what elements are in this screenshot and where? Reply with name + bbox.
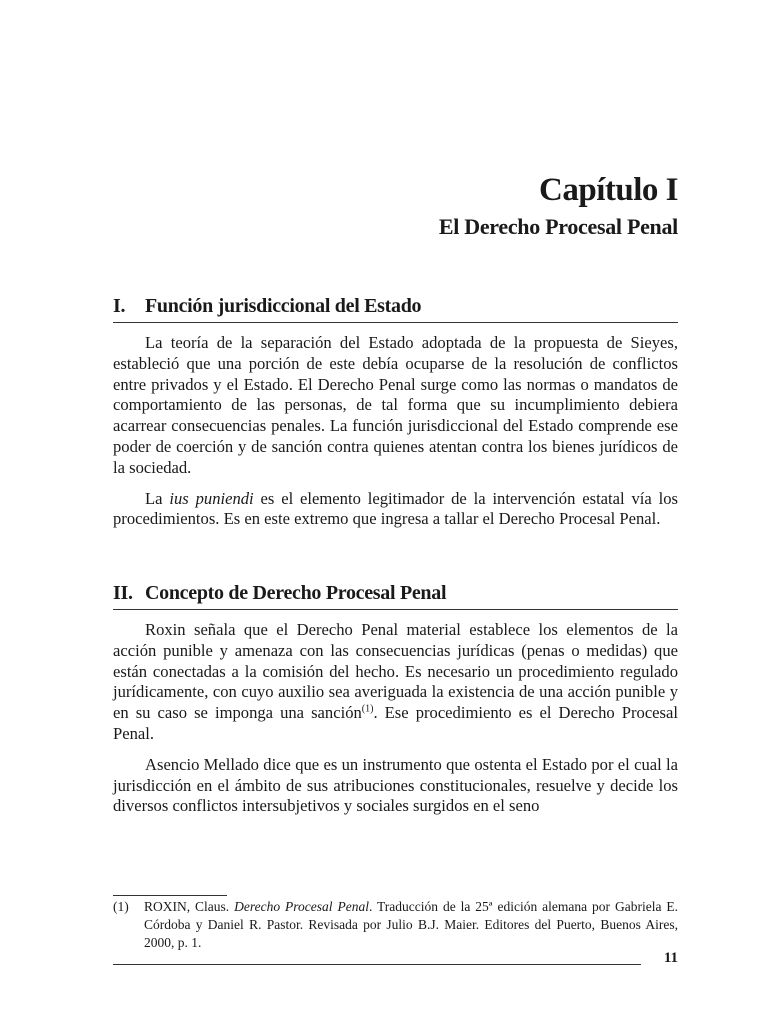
section-funcion-jurisdiccional [113,293,678,530]
footnote-author: ROXIN, Claus. [144,899,235,914]
paragraph-text: es el elemento legitimador de la intervención estatal vía los procedimientos. Es en este extremo que ingresa a tallar el Derecho Procesal Penal. [113,488,678,529]
footnote-reference[interactable]: (1) [361,703,374,715]
emphasis-text: ius puniendi [169,488,254,508]
paragraph-text: Roxin señala que el Derecho Penal material establece los elementos de la acción punible y amenaza con las consecuencias jurídicas (penas o medidas) que están conectadas a la comisión del hecho. Es necesario un procedimiento regulado jurídicamente, con cuyo auxilio sea averiguada la existencia de una acción punible y en su caso se imponga una sanción [113,620,678,723]
footnote-text [144,898,678,952]
chapter-title: Capítulo I [539,172,678,208]
page-number: 11 [663,950,678,966]
footnote-divider [113,895,227,896]
body-paragraph: La teoría de la separación del Estado adoptada de la propuesta de Sieyes, estableció que una porción de este debía ocuparse de la resolución de conflictos entre privados y el Estado. El Derecho Penal surge como las normas o mandatos de comportamiento de las personas, de tal forma que su incumplimiento debiera acarrear consecuencias penales. La función jurisdiccional del Estado comprende ese poder de coerción y de sanción contra quienes atentan contra los bienes jurídicos de la sociedad. [113,333,678,477]
chapter-subtitle: El Derecho Procesal Penal [438,214,678,239]
body-paragraph [113,620,678,745]
footnote-book-title: Derecho Procesal Penal [234,899,369,914]
section-title: Función jurisdiccional del Estado [145,295,422,317]
section-heading [113,580,678,610]
paragraph-text: La [145,488,170,508]
body-paragraph [113,489,678,531]
footer-rule [113,964,641,965]
footnote [113,898,678,952]
body-paragraph: Asencio Mellado dice que es un instrumento que ostenta el Estado por el cual la jurisdicción en el ámbito de sus atribuciones constitucionales, resuelve y decide los diversos conflictos intersubjetivos y sociales surgidos en el seno [113,754,678,816]
footnote-number: (1) [113,899,129,914]
footnote-citation: . Traducción de la 25ª edición alemana por Gabriela E. Córdoba y Daniel R. Pastor. Revisada por Julio B.J. Maier. Editores del Puerto, Buenos Aires, 2000, p. 1. [144,899,678,950]
section-number: II. [113,582,133,604]
section-title: Concepto de Derecho Procesal Penal [145,582,447,604]
section-heading [113,293,678,323]
section-number: I. [113,295,126,317]
paragraph-text: . Ese procedimiento es el Derecho Procesal Penal. [113,703,678,743]
section-concepto-derecho-procesal [113,580,678,817]
